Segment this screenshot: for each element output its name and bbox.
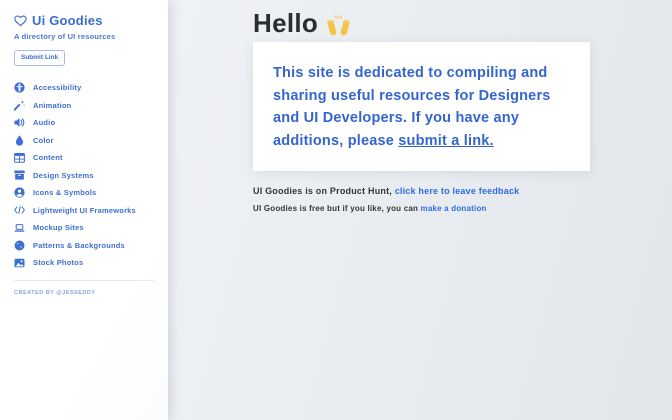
user-circle-icon — [14, 187, 25, 198]
sidebar-item-design-systems[interactable] — [14, 167, 154, 185]
sidebar-divider — [14, 280, 154, 281]
sidebar-item-label: Content — [33, 153, 63, 163]
sidebar-item-lightweight-ui-frameworks[interactable] — [14, 202, 154, 220]
sidebar-item-animation[interactable] — [14, 97, 154, 115]
code-icon — [14, 205, 25, 215]
sidebar-item-label: Icons & Symbols — [33, 188, 97, 198]
sidebar-item-stock-photos[interactable] — [14, 254, 154, 272]
sidebar — [0, 0, 168, 420]
magic-wand-icon — [14, 100, 25, 111]
hello-title: Hello — [253, 8, 319, 38]
sidebar-item-mockup-sites[interactable] — [14, 219, 154, 237]
sidebar-item-label: Color — [33, 135, 54, 145]
intro-text — [273, 62, 570, 152]
make-a-donation-link[interactable]: make a donation — [420, 204, 487, 213]
sidebar-item-label: Mockup Sites — [33, 223, 84, 233]
grid-icon — [14, 153, 25, 163]
heart-outline-icon — [14, 15, 27, 27]
product-hunt-line — [253, 186, 590, 196]
filled-circle-icon — [14, 240, 25, 251]
sidebar-item-label: Audio — [33, 118, 56, 128]
app-subtitle: A directory of UI resources — [14, 32, 116, 41]
app-title: Ui Goodies — [32, 13, 103, 28]
product-hunt-feedback-link[interactable]: click here to leave feedback — [394, 186, 520, 196]
sidebar-item-label: Patterns & Backgrounds — [33, 240, 125, 250]
creator-credit: CREATED BY @JESSEDDY — [14, 289, 96, 296]
sidebar-item-label: Animation — [33, 100, 72, 110]
sidebar-item-patterns-backgrounds[interactable] — [14, 237, 154, 255]
page-heading — [253, 7, 590, 40]
laptop-icon — [14, 223, 25, 233]
sidebar-item-icons-symbols[interactable] — [14, 184, 154, 202]
sidebar-item-label: Lightweight UI Frameworks — [33, 205, 136, 215]
sidebar-item-label: Design Systems — [33, 170, 94, 180]
sidebar-item-content[interactable] — [14, 149, 154, 167]
photo-icon — [14, 258, 25, 268]
submit-a-link-link[interactable]: submit a link. — [398, 132, 494, 149]
logo[interactable] — [14, 13, 154, 28]
sidebar-item-accessibility[interactable] — [14, 79, 154, 97]
sidebar-nav — [14, 79, 154, 272]
archive-icon — [14, 170, 25, 180]
raising-hands-icon — [325, 15, 352, 38]
intro-text-body: This site is dedicated to compiling and sharing useful resources for Designers and UI Developers. If you have any additions, please — [273, 65, 551, 149]
sidebar-item-audio[interactable] — [14, 114, 154, 132]
submit-link-button[interactable]: Submit Link — [14, 50, 65, 66]
sidebar-item-color[interactable] — [14, 132, 154, 150]
sidebar-item-label: Accessibility — [33, 83, 82, 93]
donation-line — [253, 204, 590, 213]
donation-text: UI Goodies is free but if you like, you can — [253, 204, 421, 213]
intro-card — [253, 42, 590, 171]
product-hunt-text: UI Goodies is on Product Hunt, — [253, 186, 395, 196]
speaker-icon — [14, 117, 25, 128]
droplet-icon — [14, 135, 25, 146]
sidebar-item-label: Stock Photos — [33, 258, 84, 268]
main-content — [253, 0, 590, 213]
accessibility-icon — [14, 82, 25, 93]
